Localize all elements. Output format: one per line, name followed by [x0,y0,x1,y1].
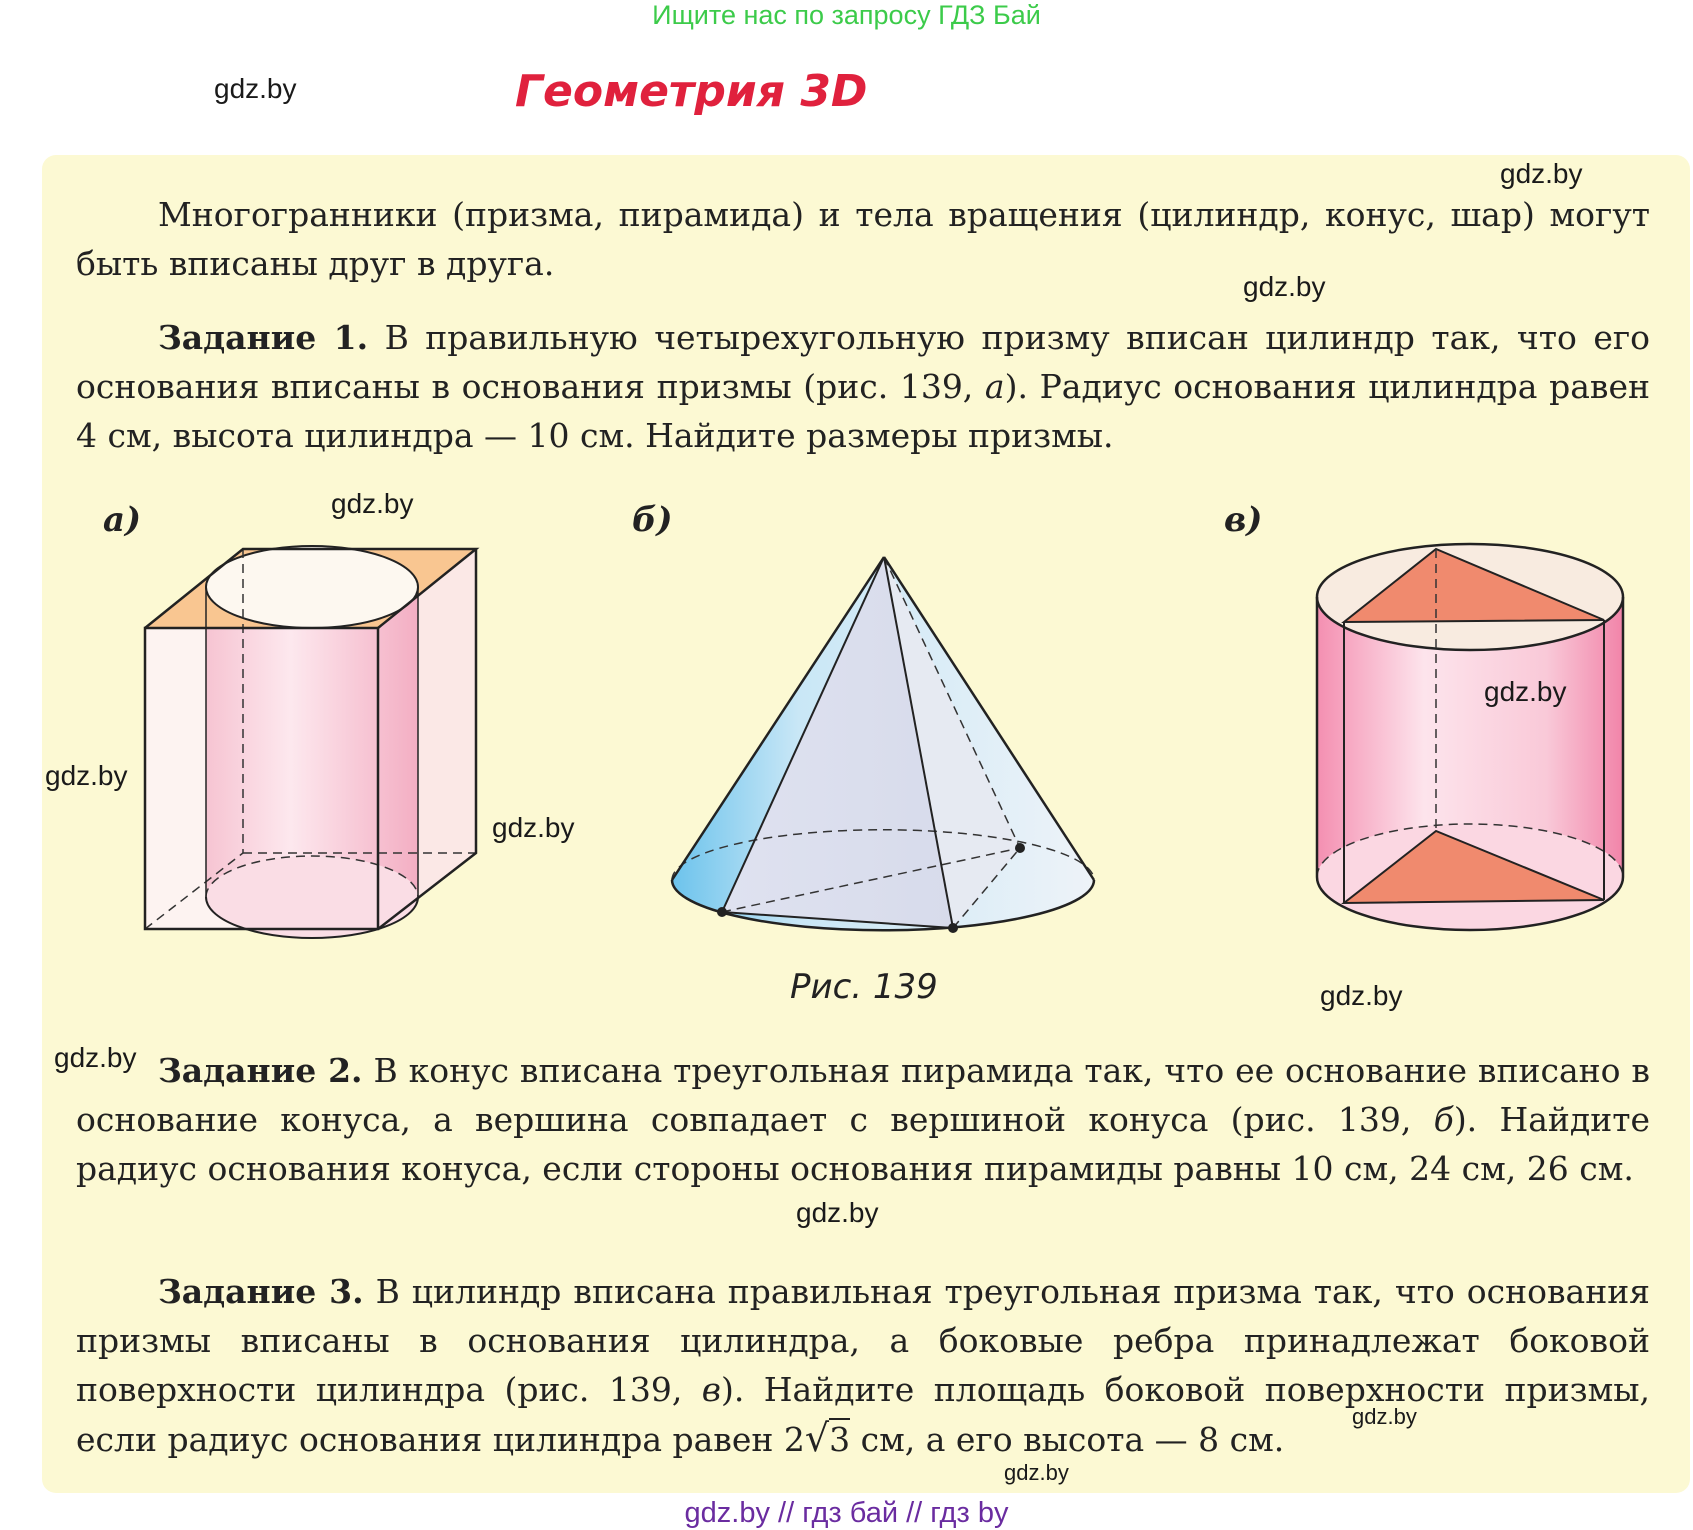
watermark: gdz.by [1484,676,1567,707]
intro-text: Многогранники (призма, пирамида) и тела вращения (цилиндр, конус, шар) могут быть вписаны друг в друга. [76,195,1650,283]
watermark: gdz.by [1352,1404,1417,1429]
cone-shape [672,557,1094,933]
radius-radicand: 3 [829,1420,851,1459]
task-3-ref: в [701,1370,721,1409]
figure-label-c: в) [1224,500,1263,540]
watermark: gdz.by [1004,1460,1069,1485]
page-title: Геометрия 3D [515,66,868,117]
watermark: gdz.by [331,488,414,519]
task-1-heading: Задание 1. [158,318,369,357]
watermark: gdz.by [214,73,297,104]
cylinder-prism-shape [1317,544,1623,930]
task-3-heading: Задание 3. [158,1272,364,1311]
sqrt-icon: √ [804,1416,830,1460]
task-2-text-b: ). Найдите радиус основания конуса, если стороны основания пирамиды равны 10 см, 24 см, 26 см. [76,1100,1650,1188]
task-3 [76,1267,1650,1464]
watermark: gdz.by [492,812,575,843]
figure-label-b: б) [632,500,673,540]
task-2-text-a: В конус вписана треугольная пирамида так, что ее основание вписано в основание конуса, а вершина совпадает с вершиной конуса (рис. 139, [76,1051,1650,1139]
watermark: gdz.by [1243,271,1326,302]
task-1-text-a: В правильную четырехугольную призму вписан цилиндр так, что его основания вписаны в основания призмы (рис. 139, [76,318,1651,406]
task-3-text-c: см, а его высота — 8 см. [850,1420,1285,1459]
watermark: gdz.by [1500,158,1583,189]
task-2-heading: Задание 2. [158,1051,363,1090]
task-1-ref: а [984,367,1005,406]
task-1-text-b: ). Радиус основания цилиндра равен 4 см, высота цилиндра — 10 см. Найдите размеры призмы. [76,367,1650,455]
task-3-text-b: ). Найдите площадь боковой поверхности призмы, если радиус основания цилиндра равен [76,1370,1650,1459]
watermark: gdz.by [45,760,128,791]
watermark: gdz.by [796,1197,879,1228]
watermark: gdz.by [54,1042,137,1073]
task-3-text-a: В цилиндр вписана правильная треугольная призма так, что основания призмы вписаны в основания цилиндра, а боковые ребра принадлежат боковой поверхности цилиндра (рис. 139, [76,1272,1651,1409]
figure-label-a: а) [103,500,142,540]
prism-shape [145,546,476,938]
task-2-ref: б [1433,1100,1454,1139]
figure-caption: Рис. 139 [790,967,938,1007]
search-banner[interactable]: Ищите нас по запросу ГДЗ Бай [652,0,1041,30]
radius-expression [783,1416,851,1460]
task-2 [76,1046,1650,1193]
footer-links[interactable]: gdz.by // гдз бай // гдз by [684,1497,1009,1529]
radius-coefficient: 2 [783,1420,805,1459]
watermark: gdz.by [1320,980,1403,1011]
